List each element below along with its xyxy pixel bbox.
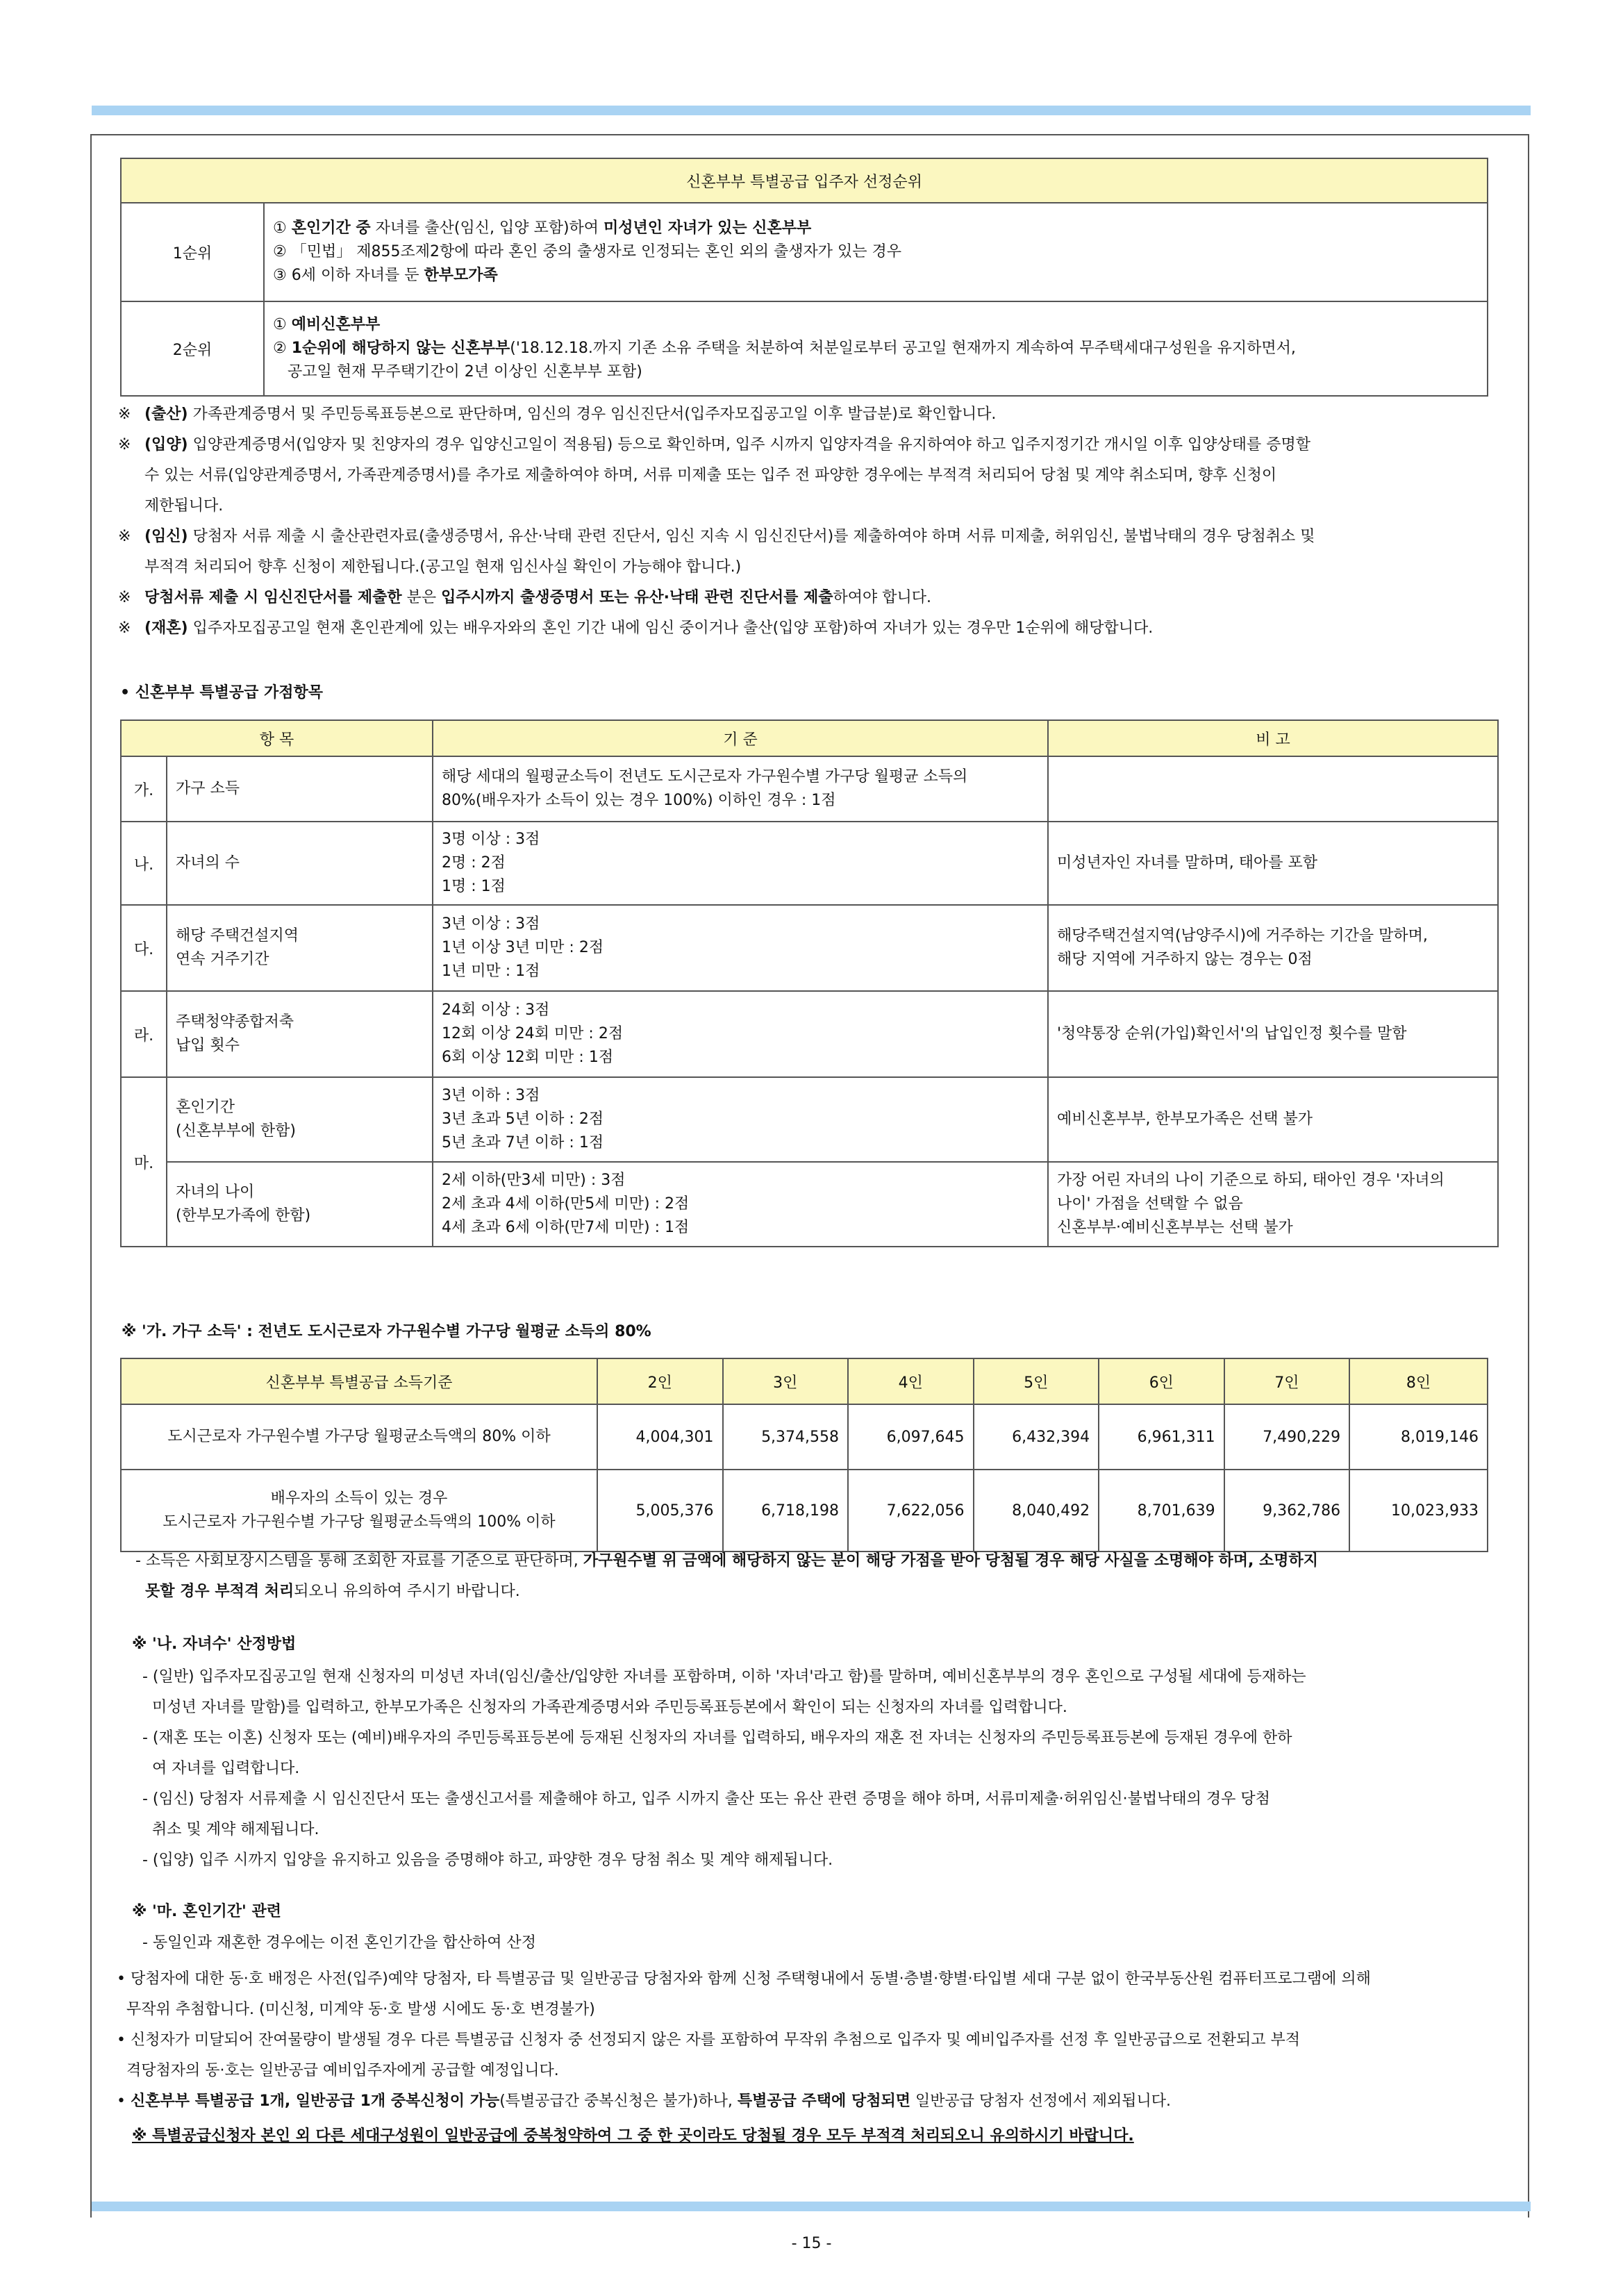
text-line xyxy=(135,1577,1531,1607)
note-line xyxy=(118,430,1531,460)
text-line xyxy=(130,1425,588,1449)
text-line xyxy=(442,875,1039,899)
text-run: (출산) xyxy=(144,406,188,423)
text-run: 입주자모집공고일 현재 혼인관계에 있는 배우자와의 혼인 기간 내에 임신 중이거나 출산(입양 포함)하여 자녀가 있는 경우만 1순위에 해당합니다. xyxy=(188,619,1154,637)
text-run: • 신청자가 미달되어 잔여물량이 발생될 경우 다른 특별공급 신청자 중 선정되지 않은 자를 포함하여 무작위 추첨으로 입주자 및 예비입주자를 선정 후 일반공급으로 전환되고 부적 xyxy=(117,2031,1300,2049)
text-line xyxy=(273,360,1479,384)
text-run: • xyxy=(117,2093,131,2110)
income-note xyxy=(135,1546,1531,1607)
bullet-notes xyxy=(117,1964,1533,2117)
score-item xyxy=(167,822,433,905)
text-run: 예비신혼부부 xyxy=(291,316,381,333)
income-value: 6,097,645 xyxy=(848,1404,974,1470)
text-run: 여 자녀를 입력합니다. xyxy=(142,1760,300,1777)
text-run: 도시근로자 가구원수별 가구당 월평균소득액의 100% 이하 xyxy=(163,1513,556,1531)
text-line xyxy=(442,1131,1039,1155)
text-line xyxy=(142,1692,1531,1723)
income-column-header: 6인 xyxy=(1099,1358,1224,1404)
marriage-note: - 동일인과 재혼한 경우에는 이전 혼인기간을 합산하여 산정 xyxy=(142,1934,536,1952)
income-value: 7,622,056 xyxy=(848,1470,974,1552)
text-run: 가장 어린 자녀의 나이 기준으로 하되, 태아인 경우 '자녀의 xyxy=(1056,1172,1445,1189)
income-table xyxy=(120,1358,1488,1552)
text-run: 12회 이상 24회 미만 : 2점 xyxy=(441,1025,624,1042)
text-run: (임신) xyxy=(144,528,188,545)
text-run: 1년 이상 3년 미만 : 2점 xyxy=(441,939,604,956)
text-run: ③ 6세 이하 자녀를 둔 xyxy=(273,267,424,284)
text-run: 당첨자 서류 제출 시 출산관련자료(출생증명서, 유산·낙태 관련 진단서, 임신 지속 시 임신진단서)를 제출하여야 하며 서류 미제출, 허위임신, 불법낙태의 경우 당첨취소 및 xyxy=(188,528,1315,545)
score-note xyxy=(1048,1077,1498,1162)
text-line xyxy=(176,777,424,801)
score-code: 가. xyxy=(121,756,167,822)
rank-description xyxy=(264,301,1488,396)
text-run: '청약통장 순위(가입)확인서'의 납입인정 횟수를 말함 xyxy=(1056,1025,1407,1042)
text-run: ① xyxy=(273,219,292,237)
text-line xyxy=(176,1096,424,1120)
text-line xyxy=(442,913,1039,936)
score-note xyxy=(1048,822,1498,905)
text-run: 혼인기간 xyxy=(176,1099,235,1116)
text-run: 2명 : 2점 xyxy=(441,854,506,872)
rank-notes xyxy=(118,399,1531,644)
income-value: 8,040,492 xyxy=(974,1470,1099,1552)
income-column-header: 3인 xyxy=(723,1358,849,1404)
text-line xyxy=(442,1192,1039,1216)
note-line xyxy=(118,583,1531,613)
rank-cell: 1순위 xyxy=(121,203,264,301)
text-run: 입주시까지 출생증명서 또는 유산·낙태 관련 진단서를 제출 xyxy=(441,589,833,606)
text-run: - (임신) 당첨자 서류제출 시 임신진단서 또는 출생신고서를 제출해야 하고, 입주 시까지 출산 또는 유산 관련 증명을 해야 하며, 서류미제출·허위임신·불법낙태의 경우 당첨 xyxy=(142,1790,1270,1808)
text-run: 배우자의 소득이 있는 경우 xyxy=(270,1490,448,1507)
text-run: 연속 거주기간 xyxy=(176,951,269,968)
score-code: 나. xyxy=(121,822,167,905)
text-run: 납입 횟수 xyxy=(176,1037,240,1054)
text-run: 격당첨자의 동·호는 일반공급 예비입주자에게 공급할 예정입니다. xyxy=(117,2062,559,2079)
text-line xyxy=(130,1487,588,1511)
text-line xyxy=(442,765,1039,789)
text-run: - (재혼 또는 이혼) 신청자 또는 (예비)배우자의 주민등록표등본에 등재된 신청자의 자녀를 입력하되, 배우자의 재혼 전 자녀는 신청자의 주민등록표등본에 등재된 경우에 한하 xyxy=(142,1729,1292,1747)
text-line xyxy=(1057,851,1489,875)
income-value: 5,374,558 xyxy=(723,1404,849,1470)
text-line xyxy=(117,2086,1533,2117)
score-header-criteria: 기 준 xyxy=(433,720,1048,756)
income-value: 8,701,639 xyxy=(1099,1470,1224,1552)
text-run: 해당주택건설지역(남양주시)에 거주하는 기간을 말하며, xyxy=(1056,927,1428,945)
score-criteria xyxy=(433,991,1048,1077)
text-line xyxy=(130,1511,588,1534)
page-number: - 15 - xyxy=(791,2235,832,2252)
score-item xyxy=(167,1162,433,1247)
score-criteria xyxy=(433,1077,1048,1162)
income-row-label xyxy=(121,1404,597,1470)
text-line xyxy=(273,264,1479,288)
income-value: 8,019,146 xyxy=(1349,1404,1488,1470)
income-value: 6,718,198 xyxy=(723,1470,849,1552)
text-run: 예비신혼부부, 한부모가족은 선택 불가 xyxy=(1056,1110,1313,1128)
text-run: 2세 이하(만3세 미만) : 3점 xyxy=(441,1172,626,1189)
text-line xyxy=(442,999,1039,1022)
text-run: 3년 이상 : 3점 xyxy=(441,915,540,933)
text-run: 1년 미만 : 1점 xyxy=(441,963,540,980)
note-line xyxy=(118,552,1531,583)
text-line xyxy=(1057,924,1489,948)
text-line xyxy=(1057,1108,1489,1131)
text-run: 4세 초과 6세 이하(만7세 미만) : 1점 xyxy=(441,1219,690,1236)
text-line xyxy=(176,924,424,948)
text-run: 80%(배우자가 소득이 있는 경우 100%) 이하인 경우 : 1점 xyxy=(441,792,836,809)
income-value: 4,004,301 xyxy=(597,1404,723,1470)
score-item xyxy=(167,991,433,1077)
note-mark: ※ xyxy=(118,589,131,606)
text-run: ② xyxy=(273,340,292,357)
children-notes xyxy=(142,1662,1531,1876)
score-note xyxy=(1048,1162,1498,1247)
text-run: ② 「민법」 제855조제2항에 따라 혼인 중의 출생자로 인정되는 혼인 외의 출생자가 있는 경우 xyxy=(273,243,901,260)
income-value: 7,490,229 xyxy=(1224,1404,1350,1470)
text-run: 자녀의 수 xyxy=(176,854,240,872)
text-run: 미성년 자녀를 말함)를 입력하고, 한부모가족은 신청자의 가족관계증명서와 주민등록표등본에서 확인이 되는 신청자의 자녀를 입력합니다. xyxy=(142,1699,1067,1716)
text-run: 가구원수별 위 금액에 해당하지 않는 분이 해당 가점을 받아 당첨될 경우 해당 사실을 소명해야 하며, 소명하지 xyxy=(583,1552,1319,1570)
text-run: (특별공급간 중복신청은 불가)하나, xyxy=(499,2093,738,2110)
text-line xyxy=(142,1784,1531,1815)
text-line xyxy=(176,1034,424,1058)
text-run: 해당 지역에 거주하지 않는 경우는 0점 xyxy=(1056,951,1313,968)
text-line xyxy=(142,1662,1531,1692)
text-line xyxy=(273,217,1479,240)
score-item xyxy=(167,756,433,822)
text-run: - (일반) 입주자모집공고일 현재 신청자의 미성년 자녀(임신/출산/입양한 자녀를 포함하며, 이하 '자녀'라고 함)를 말하며, 예비신혼부부의 경우 혼인으로 구성될 세대에 등재하는 xyxy=(142,1668,1306,1686)
score-note xyxy=(1048,905,1498,991)
text-run: 무작위 추첨합니다. (미신청, 미계약 동·호 발생 시에도 동·호 변경불가) xyxy=(117,2001,595,2018)
text-run: 부적격 처리되어 향후 신청이 제한됩니다.(공고일 현재 임신사실 확인이 가능해야 합니다.) xyxy=(144,558,742,576)
text-run: 분은 xyxy=(401,589,442,606)
text-run: 나이' 가점을 선택할 수 없음 xyxy=(1056,1195,1243,1213)
text-run: 입양관계증명서(입양자 및 친양자의 경우 입양신고일이 적용됨) 등으로 확인하며, 입주 시까지 입양자격을 유지하여야 하고 입주지정기간 개시일 이후 입양상태를 증명할 xyxy=(188,436,1311,454)
text-run: 5년 초과 7년 이하 : 1점 xyxy=(441,1134,604,1151)
text-line xyxy=(142,1754,1531,1784)
income-value: 10,023,933 xyxy=(1349,1470,1488,1552)
note-line xyxy=(118,399,1531,430)
income-value: 6,961,311 xyxy=(1099,1404,1224,1470)
text-run: 주택청약종합저축 xyxy=(176,1013,294,1031)
text-run: ① xyxy=(273,316,292,333)
text-line xyxy=(176,1181,424,1204)
text-line xyxy=(176,948,424,972)
text-run: (재혼) xyxy=(144,619,188,637)
text-run: 미성년자인 자녀를 말하며, 태아를 포함 xyxy=(1056,854,1317,872)
text-run: 한부모가족 xyxy=(424,267,498,284)
income-title: ※ '가. 가구 소득' : 전년도 도시근로자 가구원수별 가구당 월평균 소득의 80% xyxy=(122,1323,651,1340)
text-line xyxy=(117,2056,1533,2086)
bottom-accent-bar xyxy=(92,2202,1531,2211)
text-line xyxy=(176,1010,424,1034)
text-line xyxy=(442,1108,1039,1131)
text-line xyxy=(117,1995,1533,2025)
rank-description xyxy=(264,203,1488,301)
text-run: 3년 초과 5년 이하 : 2점 xyxy=(441,1110,604,1128)
note-line xyxy=(118,491,1531,522)
text-run: 6회 이상 12회 미만 : 1점 xyxy=(441,1049,614,1066)
income-value: 5,005,376 xyxy=(597,1470,723,1552)
score-criteria xyxy=(433,756,1048,822)
text-run: 일반공급 당첨자 선정에서 제외됩니다. xyxy=(910,2093,1171,2110)
text-run: 3명 이상 : 3점 xyxy=(441,831,540,848)
text-run: 제한됩니다. xyxy=(144,497,224,515)
text-run: • 당첨자에 대한 동·호 배정은 사전(입주)예약 당첨자, 타 특별공급 및 일반공급 당첨자와 함께 신청 주택형내에서 동별·층별·향별·타입별 세대 구분 없이 한국부동산원 컴퓨터프로그램에 의해 xyxy=(117,1970,1371,1988)
rank-table xyxy=(120,158,1488,397)
text-run: 신혼부부·예비신혼부부는 선택 불가 xyxy=(1056,1219,1293,1236)
income-header-label: 신혼부부 특별공급 소득기준 xyxy=(121,1358,597,1404)
text-run: 신혼부부 특별공급 1개, 일반공급 1개 중복신청이 가능 xyxy=(130,2093,500,2110)
text-run: (입양) xyxy=(144,436,188,454)
score-item xyxy=(167,905,433,991)
text-run: 당첨서류 제출 시 임신진단서를 제출한 xyxy=(144,589,402,606)
rank-table-title: 신혼부부 특별공급 입주자 선정순위 xyxy=(121,158,1488,203)
income-column-header: 8인 xyxy=(1349,1358,1488,1404)
text-run: 해당 세대의 월평균소득이 전년도 도시근로자 가구원수별 가구당 월평균 소득의 xyxy=(441,768,968,785)
text-line xyxy=(442,851,1039,875)
text-run: 취소 및 계약 해제됩니다. xyxy=(142,1821,319,1838)
text-line xyxy=(1057,1022,1489,1046)
text-run: 되오니 유의하여 주시기 바랍니다. xyxy=(294,1583,520,1600)
text-line xyxy=(442,828,1039,851)
text-line xyxy=(442,789,1039,813)
text-run: 공고일 현재 무주택기간이 2년 이상인 신혼부부 포함) xyxy=(273,363,642,381)
text-run: 가구 소득 xyxy=(176,780,240,797)
text-run: 자녀의 나이 xyxy=(176,1183,255,1201)
text-line xyxy=(117,1964,1533,1995)
income-column-header: 4인 xyxy=(848,1358,974,1404)
text-line xyxy=(442,936,1039,960)
text-run: 미성년인 자녀가 있는 신혼부부 xyxy=(604,219,812,237)
text-run: 가족관계증명서 및 주민등록표등본으로 판단하며, 임신의 경우 임신진단서(입주자모집공고일 이후 발급분)로 확인합니다. xyxy=(188,406,997,423)
text-run: 자녀를 출산(임신, 입양 포함)하여 xyxy=(370,219,604,237)
text-line xyxy=(442,1022,1039,1046)
score-item xyxy=(167,1077,433,1162)
score-section-title: • 신혼부부 특별공급 가점항목 xyxy=(120,684,324,701)
score-code: 라. xyxy=(121,991,167,1077)
text-line xyxy=(176,851,424,875)
score-table xyxy=(120,719,1499,1247)
note-mark: ※ xyxy=(118,436,131,454)
text-run: 하여야 합니다. xyxy=(833,589,932,606)
score-header-item: 항 목 xyxy=(121,720,433,756)
text-run: 혼인기간 중 xyxy=(291,219,371,237)
note-line xyxy=(118,522,1531,552)
text-line xyxy=(442,1046,1039,1070)
score-note xyxy=(1048,756,1498,822)
income-column-header: 7인 xyxy=(1224,1358,1350,1404)
text-line xyxy=(273,337,1479,360)
text-line xyxy=(176,1204,424,1228)
text-run: 1순위에 해당하지 않는 신혼부부 xyxy=(291,340,510,357)
text-run: 못할 경우 부적격 처리 xyxy=(145,1583,294,1600)
text-line xyxy=(1057,1216,1489,1240)
score-criteria xyxy=(433,1162,1048,1247)
children-title: ※ '나. 자녀수' 산정방법 xyxy=(132,1636,297,1653)
income-column-header: 5인 xyxy=(974,1358,1099,1404)
text-line xyxy=(273,313,1479,337)
score-code: 마. xyxy=(121,1077,167,1247)
score-note xyxy=(1048,991,1498,1077)
text-line xyxy=(273,240,1479,264)
text-run: - 소득은 사회보장시스템을 통해 조회한 자료를 기준으로 판단하며, xyxy=(135,1552,583,1570)
top-accent-bar xyxy=(92,106,1531,115)
score-header-note: 비 고 xyxy=(1048,720,1498,756)
text-run: 1명 : 1점 xyxy=(441,878,506,895)
text-line xyxy=(142,1723,1531,1754)
text-line xyxy=(117,2025,1533,2056)
income-value: 9,362,786 xyxy=(1224,1470,1350,1552)
score-code: 다. xyxy=(121,905,167,991)
score-criteria xyxy=(433,822,1048,905)
text-line xyxy=(442,1169,1039,1192)
text-run xyxy=(135,1583,145,1600)
text-run: 수 있는 서류(입양관계증명서, 가족관계증명서)를 추가로 제출하여야 하며, 서류 미제출 또는 입주 전 파양한 경우에는 부적격 처리되어 당첨 및 계약 취소되며, 향후 신청이 xyxy=(144,467,1277,484)
note-mark: ※ xyxy=(118,619,131,637)
rank-cell: 2순위 xyxy=(121,301,264,396)
text-line xyxy=(1057,1192,1489,1216)
text-line xyxy=(1057,1169,1489,1192)
text-run: (신혼부부에 한함) xyxy=(176,1122,296,1140)
note-line xyxy=(118,613,1531,644)
income-row-label xyxy=(121,1470,597,1552)
score-criteria xyxy=(433,905,1048,991)
text-run: 3년 이하 : 3점 xyxy=(441,1087,540,1104)
final-warning: ※ 특별공급신청자 본인 외 다른 세대구성원이 일반공급에 중복청약하여 그 중 한 곳이라도 당첨될 경우 모두 부적격 처리되오니 유의하시기 바랍니다. xyxy=(132,2127,1134,2145)
text-run: 24회 이상 : 3점 xyxy=(441,1001,550,1019)
text-line xyxy=(1057,948,1489,972)
text-line xyxy=(442,960,1039,983)
note-line xyxy=(118,460,1531,491)
text-run: ('18.12.18.까지 기존 소유 주택을 처분하여 처분일로부터 공고일 현재까지 계속하여 무주택세대구성원을 유지하면서, xyxy=(510,340,1296,357)
text-line xyxy=(176,1120,424,1143)
text-run: - (입양) 입주 시까지 입양을 유지하고 있음을 증명해야 하고, 파양한 경우 당첨 취소 및 계약 해제됩니다. xyxy=(142,1852,833,1869)
note-mark: ※ xyxy=(118,406,131,423)
text-run: (한부모가족에 한함) xyxy=(176,1207,311,1224)
text-line xyxy=(142,1815,1531,1845)
text-line xyxy=(442,1216,1039,1240)
note-mark: ※ xyxy=(118,528,131,545)
text-run: 도시근로자 가구원수별 가구당 월평균소득액의 80% 이하 xyxy=(167,1428,551,1445)
text-line xyxy=(135,1546,1531,1577)
income-column-header: 2인 xyxy=(597,1358,723,1404)
text-run: 2세 초과 4세 이하(만5세 미만) : 2점 xyxy=(441,1195,690,1213)
marriage-title: ※ '마. 혼인기간' 관련 xyxy=(132,1903,281,1920)
text-run: 해당 주택건설지역 xyxy=(176,927,299,945)
text-line xyxy=(142,1845,1531,1876)
text-line xyxy=(442,1084,1039,1108)
text-run: 특별공급 주택에 당첨되면 xyxy=(737,2093,910,2110)
income-value: 6,432,394 xyxy=(974,1404,1099,1470)
